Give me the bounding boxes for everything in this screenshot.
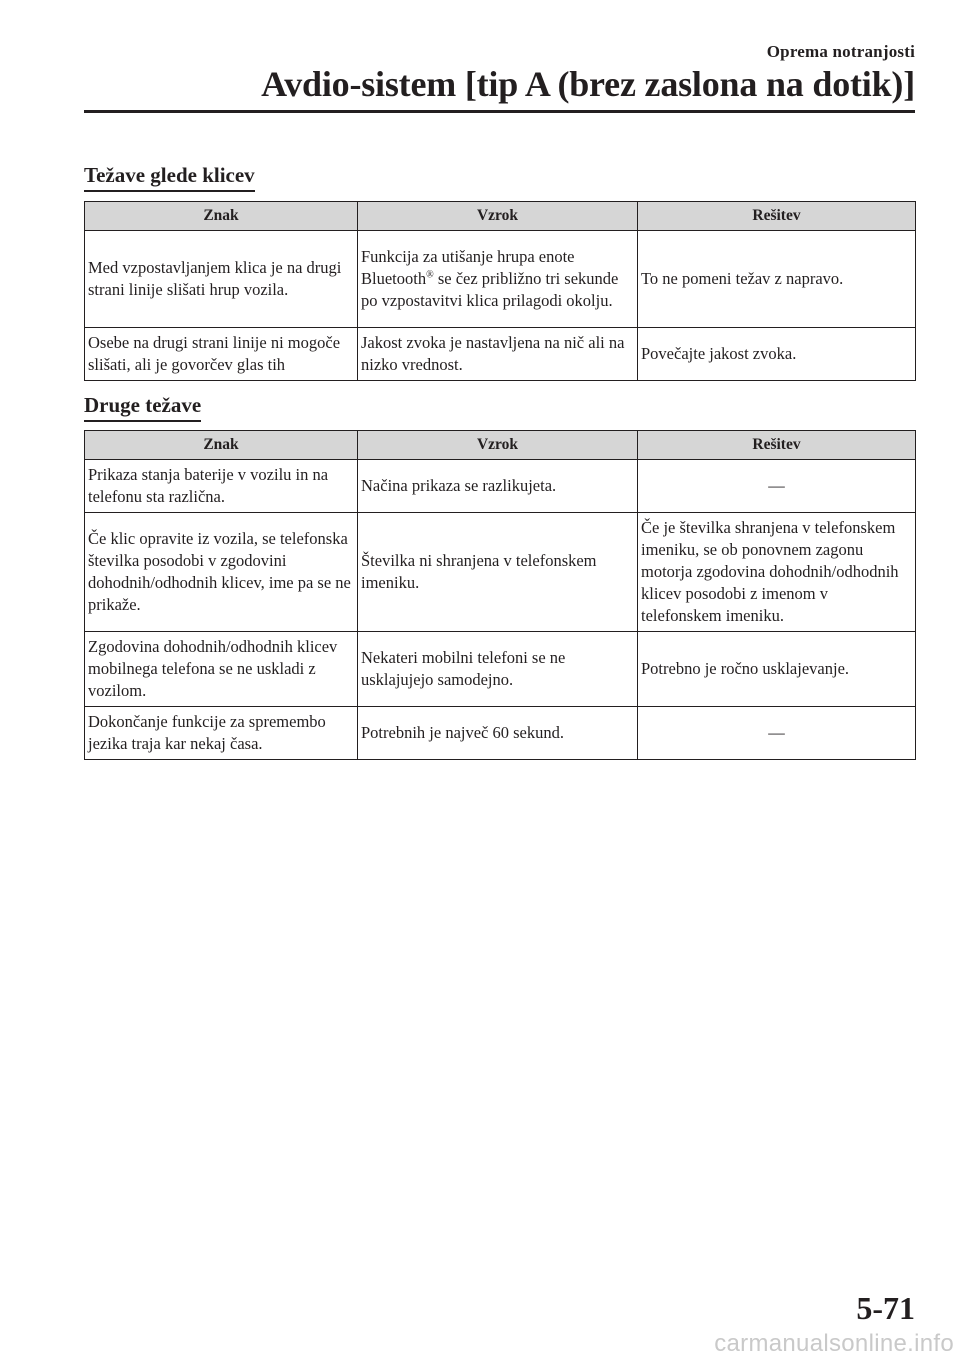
- cause-cell: Številka ni shranjena v telefonskem imeniku.: [358, 513, 638, 632]
- symptom-cell: Dokončanje funkcije za spremembo jezika traja kar nekaj časa.: [85, 707, 358, 760]
- symptom-cell: Med vzpostavljanjem klica je na drugi strani linije slišati hrup vozila.: [85, 231, 358, 328]
- symptom-cell: Osebe na drugi strani linije ni mogoče slišati, ali je govorčev glas tih: [85, 328, 358, 381]
- solution-cell: —: [638, 460, 916, 513]
- column-header-cause: Vzrok: [358, 431, 638, 460]
- column-header-symptom: Znak: [85, 202, 358, 231]
- table-row: [85, 328, 916, 381]
- cause-cell: Načina prikaza se razlikujeta.: [358, 460, 638, 513]
- cause-text: Funkcija za utišanje hrupa enote Bluetooth: [361, 247, 575, 288]
- chapter-label: Oprema notranjosti: [766, 42, 915, 61]
- table-header-row: [85, 431, 916, 460]
- table-row: [85, 707, 916, 760]
- section-heading-calls: Težave glede klicev: [84, 163, 255, 192]
- cause-cell: Nekateri mobilni telefoni se ne usklajujejo samodejno.: [358, 632, 638, 707]
- calls-troubleshooting-table: [84, 201, 916, 381]
- symptom-cell: Če klic opravite iz vozila, se telefonska številka posodobi v zgodovini dohodnih/odhodnih klicev, ime pa se ne prikaže.: [85, 513, 358, 632]
- column-header-solution: Rešitev: [638, 431, 916, 460]
- cause-text-continued: se čez približno tri sekunde po vzpostavitvi klica prilagodi okolju.: [361, 269, 619, 310]
- table-header-row: [85, 202, 916, 231]
- solution-cell: Če je številka shranjena v telefonskem imeniku, se ob ponovnem zagonu motorja zgodovina dohodnih/odhodnih klicev posodobi z imenom v telefonskem imeniku.: [638, 513, 916, 632]
- table-row: [85, 460, 916, 513]
- column-header-solution: Rešitev: [638, 202, 916, 231]
- cause-cell: Potrebnih je največ 60 sekund.: [358, 707, 638, 760]
- solution-cell: Potrebno je ročno usklajevanje.: [638, 632, 916, 707]
- solution-cell: Povečajte jakost zvoka.: [638, 328, 916, 381]
- symptom-cell: Prikaza stanja baterije v vozilu in na telefonu sta različna.: [85, 460, 358, 513]
- registered-mark: ®: [426, 269, 434, 281]
- header-divider: [84, 110, 915, 113]
- solution-cell: To ne pomeni težav z napravo.: [638, 231, 916, 328]
- solution-cell: —: [638, 707, 916, 760]
- table-row: [85, 632, 916, 707]
- other-troubleshooting-table: [84, 430, 916, 760]
- page-number: 5-71: [856, 1290, 915, 1326]
- cause-cell: [358, 231, 638, 328]
- section-heading-other: Druge težave: [84, 393, 201, 422]
- table-row: [85, 231, 916, 328]
- watermark: carmanualsonline.info: [714, 1330, 954, 1357]
- page-title: Avdio-sistem [tip A (brez zaslona na dotik)]: [261, 64, 915, 104]
- cause-cell: Jakost zvoka je nastavljena na nič ali na nizko vrednost.: [358, 328, 638, 381]
- column-header-symptom: Znak: [85, 431, 358, 460]
- table-row: [85, 513, 916, 632]
- column-header-cause: Vzrok: [358, 202, 638, 231]
- symptom-cell: Zgodovina dohodnih/odhodnih klicev mobilnega telefona se ne uskladi z vozilom.: [85, 632, 358, 707]
